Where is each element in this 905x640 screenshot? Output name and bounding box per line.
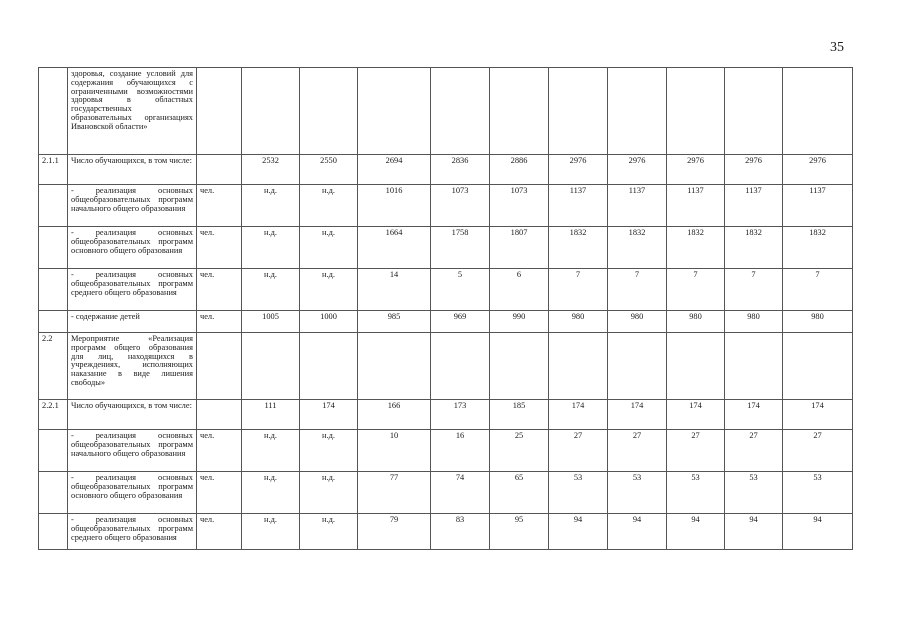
value-cell [608, 333, 667, 400]
value-cell: 94 [549, 514, 608, 550]
value-cell: н.д. [300, 514, 358, 550]
row-number-cell [39, 227, 68, 269]
row-unit-cell [197, 333, 242, 400]
value-cell: 94 [783, 514, 853, 550]
table-row [39, 155, 853, 185]
value-cell [300, 333, 358, 400]
value-cell: 6 [490, 269, 549, 311]
value-cell: н.д. [300, 227, 358, 269]
value-cell: 53 [667, 472, 725, 514]
value-cell: 1016 [358, 185, 431, 227]
value-cell: 985 [358, 311, 431, 333]
value-cell: 95 [490, 514, 549, 550]
row-number-cell: 2.1.1 [39, 155, 68, 185]
table-body [39, 68, 853, 550]
value-cell: 1832 [783, 227, 853, 269]
value-cell: 174 [725, 400, 783, 430]
value-cell [783, 68, 853, 155]
value-cell [725, 333, 783, 400]
value-cell: 53 [725, 472, 783, 514]
row-unit-cell: чел. [197, 269, 242, 311]
value-cell: 185 [490, 400, 549, 430]
value-cell: н.д. [300, 269, 358, 311]
row-description-cell: - реализация основных общеобразовательных программ среднего общего образования [68, 514, 197, 550]
value-cell: н.д. [242, 472, 300, 514]
value-cell: н.д. [242, 514, 300, 550]
value-cell: 173 [431, 400, 490, 430]
value-cell: 7 [783, 269, 853, 311]
value-cell: 1000 [300, 311, 358, 333]
value-cell: 111 [242, 400, 300, 430]
row-description-cell: - реализация основных общеобразовательных программ среднего общего образования [68, 269, 197, 311]
value-cell: 969 [431, 311, 490, 333]
row-unit-cell: чел. [197, 311, 242, 333]
value-cell [549, 333, 608, 400]
row-number-cell: 2.2 [39, 333, 68, 400]
value-cell: 27 [725, 430, 783, 472]
row-unit-cell [197, 68, 242, 155]
row-unit-cell: чел. [197, 227, 242, 269]
value-cell: 74 [431, 472, 490, 514]
row-unit-cell: чел. [197, 430, 242, 472]
row-description-cell: здоровья, создание условий для содержания обучающихся с ограниченными возможностями здоровья в областных государственных образовательных организациях Ивановской области» [68, 68, 197, 155]
value-cell: 79 [358, 514, 431, 550]
table-row [39, 514, 853, 550]
row-description-cell: Мероприятие «Реализация программ общего образования для лиц, находящихся в учреждениях, исполняющих наказание в виде лишения свободы» [68, 333, 197, 400]
row-number-cell [39, 68, 68, 155]
value-cell: 2976 [608, 155, 667, 185]
value-cell: 2694 [358, 155, 431, 185]
indicators-table [38, 67, 853, 550]
value-cell: 83 [431, 514, 490, 550]
value-cell: 1832 [549, 227, 608, 269]
value-cell: 2532 [242, 155, 300, 185]
value-cell: 2976 [667, 155, 725, 185]
value-cell: 1073 [490, 185, 549, 227]
value-cell: 174 [300, 400, 358, 430]
value-cell: 27 [608, 430, 667, 472]
row-number-cell [39, 514, 68, 550]
value-cell: 1137 [725, 185, 783, 227]
value-cell: н.д. [300, 472, 358, 514]
row-description-cell: Число обучающихся, в том числе: [68, 155, 197, 185]
row-number-cell: 2.2.1 [39, 400, 68, 430]
row-description-cell: - реализация основных общеобразовательных программ основного общего образования [68, 227, 197, 269]
value-cell: 1073 [431, 185, 490, 227]
value-cell: н.д. [242, 430, 300, 472]
value-cell: 2886 [490, 155, 549, 185]
value-cell: 174 [549, 400, 608, 430]
table-row [39, 269, 853, 311]
value-cell [549, 68, 608, 155]
value-cell: 980 [725, 311, 783, 333]
value-cell: 980 [783, 311, 853, 333]
value-cell: 980 [667, 311, 725, 333]
value-cell: 1664 [358, 227, 431, 269]
row-description-cell: - реализация основных общеобразовательных программ основного общего образования [68, 472, 197, 514]
value-cell: 7 [608, 269, 667, 311]
value-cell: 27 [667, 430, 725, 472]
value-cell: 14 [358, 269, 431, 311]
value-cell: 27 [549, 430, 608, 472]
row-description-cell: - реализация основных общеобразовательных программ начального общего образования [68, 430, 197, 472]
row-number-cell [39, 269, 68, 311]
value-cell: 77 [358, 472, 431, 514]
row-unit-cell: чел. [197, 185, 242, 227]
value-cell: 166 [358, 400, 431, 430]
value-cell: 7 [725, 269, 783, 311]
value-cell: 1758 [431, 227, 490, 269]
value-cell [725, 68, 783, 155]
value-cell: 174 [667, 400, 725, 430]
value-cell: н.д. [300, 185, 358, 227]
table-row [39, 68, 853, 155]
value-cell: 1137 [549, 185, 608, 227]
table-row [39, 430, 853, 472]
value-cell: 5 [431, 269, 490, 311]
value-cell [490, 333, 549, 400]
value-cell [490, 68, 549, 155]
value-cell: 16 [431, 430, 490, 472]
value-cell: 53 [783, 472, 853, 514]
row-number-cell [39, 185, 68, 227]
value-cell [242, 333, 300, 400]
value-cell: 1832 [608, 227, 667, 269]
value-cell: 2550 [300, 155, 358, 185]
value-cell: 65 [490, 472, 549, 514]
value-cell [667, 333, 725, 400]
row-number-cell [39, 430, 68, 472]
value-cell: н.д. [300, 430, 358, 472]
table-row [39, 311, 853, 333]
value-cell: 1005 [242, 311, 300, 333]
value-cell [300, 68, 358, 155]
value-cell: н.д. [242, 185, 300, 227]
value-cell [608, 68, 667, 155]
value-cell: 1137 [783, 185, 853, 227]
value-cell: 7 [549, 269, 608, 311]
value-cell [667, 68, 725, 155]
value-cell: 1832 [725, 227, 783, 269]
value-cell: 94 [725, 514, 783, 550]
row-unit-cell [197, 400, 242, 430]
value-cell: н.д. [242, 269, 300, 311]
value-cell: 2976 [783, 155, 853, 185]
value-cell: 94 [608, 514, 667, 550]
value-cell: 27 [783, 430, 853, 472]
row-number-cell [39, 472, 68, 514]
row-unit-cell: чел. [197, 514, 242, 550]
value-cell: 1832 [667, 227, 725, 269]
row-description-cell: Число обучающихся, в том числе: [68, 400, 197, 430]
value-cell: 53 [549, 472, 608, 514]
row-unit-cell [197, 155, 242, 185]
row-unit-cell: чел. [197, 472, 242, 514]
row-description-cell: - реализация основных общеобразовательных программ начального общего образования [68, 185, 197, 227]
page-number: 35 [830, 40, 844, 55]
table-row [39, 400, 853, 430]
value-cell [783, 333, 853, 400]
row-number-cell [39, 311, 68, 333]
value-cell [431, 68, 490, 155]
value-cell [431, 333, 490, 400]
value-cell: 53 [608, 472, 667, 514]
value-cell: 980 [608, 311, 667, 333]
value-cell: 2976 [549, 155, 608, 185]
table-row [39, 227, 853, 269]
value-cell: 7 [667, 269, 725, 311]
value-cell: 1137 [608, 185, 667, 227]
value-cell: 2836 [431, 155, 490, 185]
value-cell: 980 [549, 311, 608, 333]
value-cell: н.д. [242, 227, 300, 269]
table-row [39, 333, 853, 400]
value-cell: 174 [783, 400, 853, 430]
value-cell [242, 68, 300, 155]
value-cell: 1807 [490, 227, 549, 269]
value-cell: 1137 [667, 185, 725, 227]
value-cell: 94 [667, 514, 725, 550]
table-row [39, 185, 853, 227]
value-cell: 990 [490, 311, 549, 333]
value-cell: 25 [490, 430, 549, 472]
value-cell [358, 68, 431, 155]
table-row [39, 472, 853, 514]
row-description-cell: - содержание детей [68, 311, 197, 333]
value-cell: 2976 [725, 155, 783, 185]
value-cell [358, 333, 431, 400]
value-cell: 174 [608, 400, 667, 430]
value-cell: 10 [358, 430, 431, 472]
